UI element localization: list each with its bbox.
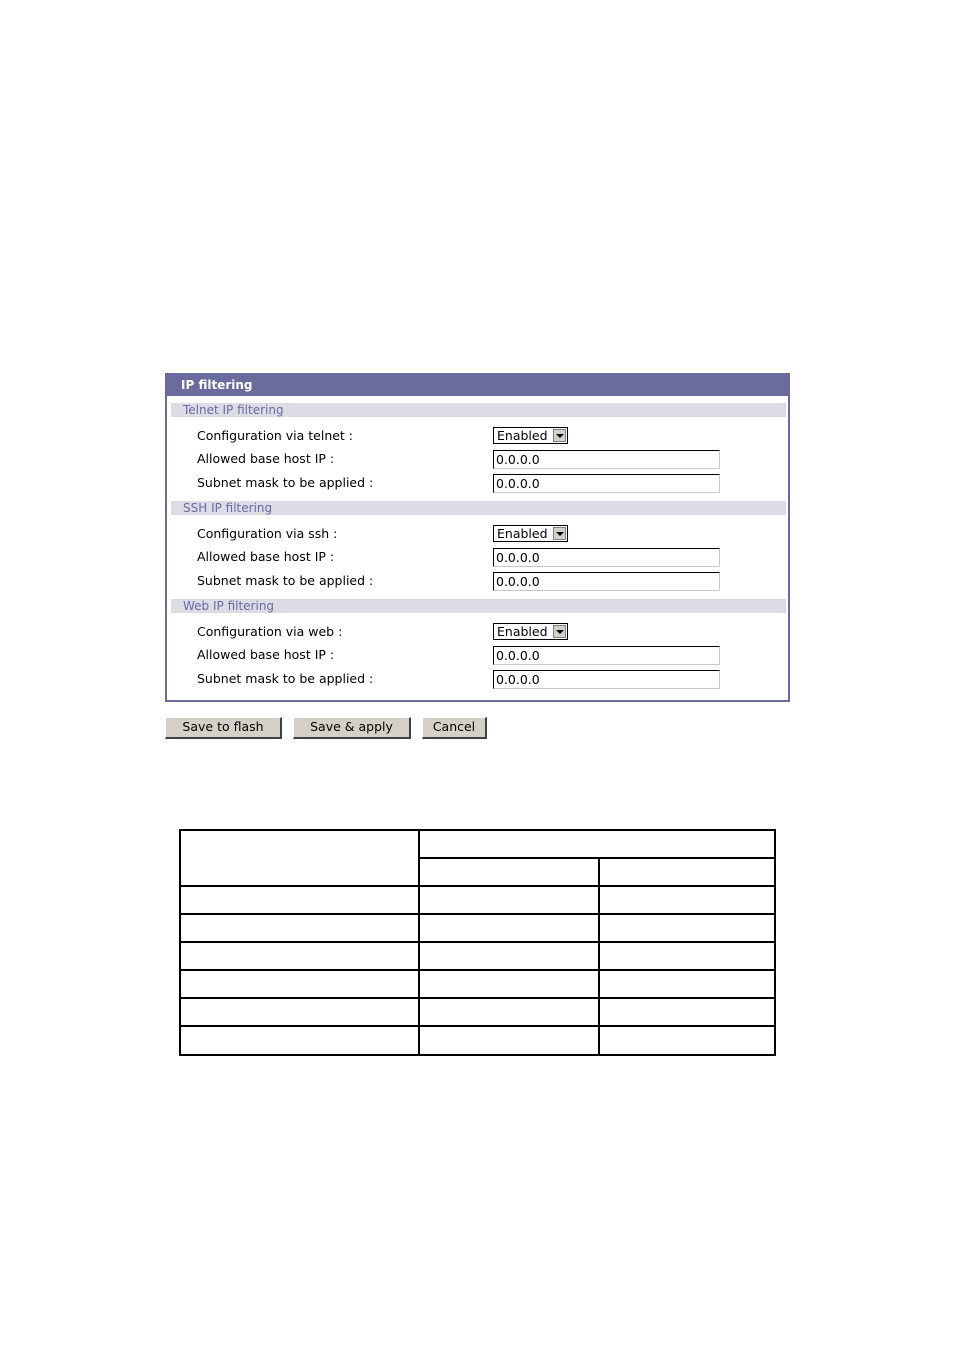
telnet-host-label: Allowed base host IP : xyxy=(197,451,335,466)
web-mask-label: Subnet mask to be applied : xyxy=(197,671,374,686)
telnet-config-value: Enabled xyxy=(497,428,548,443)
web-host-input[interactable] xyxy=(493,646,720,665)
chevron-down-icon[interactable] xyxy=(553,429,566,442)
ssh-host-label: Allowed base host IP : xyxy=(197,549,335,564)
table-row-line xyxy=(179,913,776,915)
panel-title: IP filtering xyxy=(167,375,788,396)
ssh-config-label: Configuration via ssh : xyxy=(197,526,338,541)
section-heading-telnet: Telnet IP filtering xyxy=(171,403,786,417)
table-row-line xyxy=(179,941,776,943)
table-header-divider xyxy=(418,857,776,859)
table-border-top xyxy=(179,829,776,831)
telnet-mask-label: Subnet mask to be applied : xyxy=(197,475,374,490)
chevron-down-icon[interactable] xyxy=(553,527,566,540)
table-row-line xyxy=(179,969,776,971)
web-host-label: Allowed base host IP : xyxy=(197,647,335,662)
ip-filtering-panel xyxy=(165,373,790,702)
empty-table xyxy=(179,829,776,1056)
ssh-mask-label: Subnet mask to be applied : xyxy=(197,573,374,588)
ssh-mask-input[interactable] xyxy=(493,572,720,591)
telnet-config-select[interactable] xyxy=(493,427,568,444)
section-heading-web: Web IP filtering xyxy=(171,599,786,613)
table-row-line xyxy=(179,885,776,887)
table-row-line xyxy=(179,997,776,999)
web-config-value: Enabled xyxy=(497,624,548,639)
telnet-config-label: Configuration via telnet : xyxy=(197,428,354,443)
chevron-down-icon[interactable] xyxy=(553,625,566,638)
save-to-flash-button[interactable]: Save to flash xyxy=(165,717,282,739)
telnet-host-input[interactable] xyxy=(493,450,720,469)
section-heading-ssh: SSH IP filtering xyxy=(171,501,786,515)
telnet-mask-input[interactable] xyxy=(493,474,720,493)
web-config-label: Configuration via web : xyxy=(197,624,343,639)
save-and-apply-button[interactable]: Save & apply xyxy=(293,717,411,739)
ssh-config-value: Enabled xyxy=(497,526,548,541)
table-row-line xyxy=(179,1025,776,1027)
web-mask-input[interactable] xyxy=(493,670,720,689)
table-border-bottom xyxy=(179,1054,776,1056)
web-config-select[interactable] xyxy=(493,623,568,640)
ssh-config-select[interactable] xyxy=(493,525,568,542)
ssh-host-input[interactable] xyxy=(493,548,720,567)
cancel-button[interactable]: Cancel xyxy=(422,717,487,739)
